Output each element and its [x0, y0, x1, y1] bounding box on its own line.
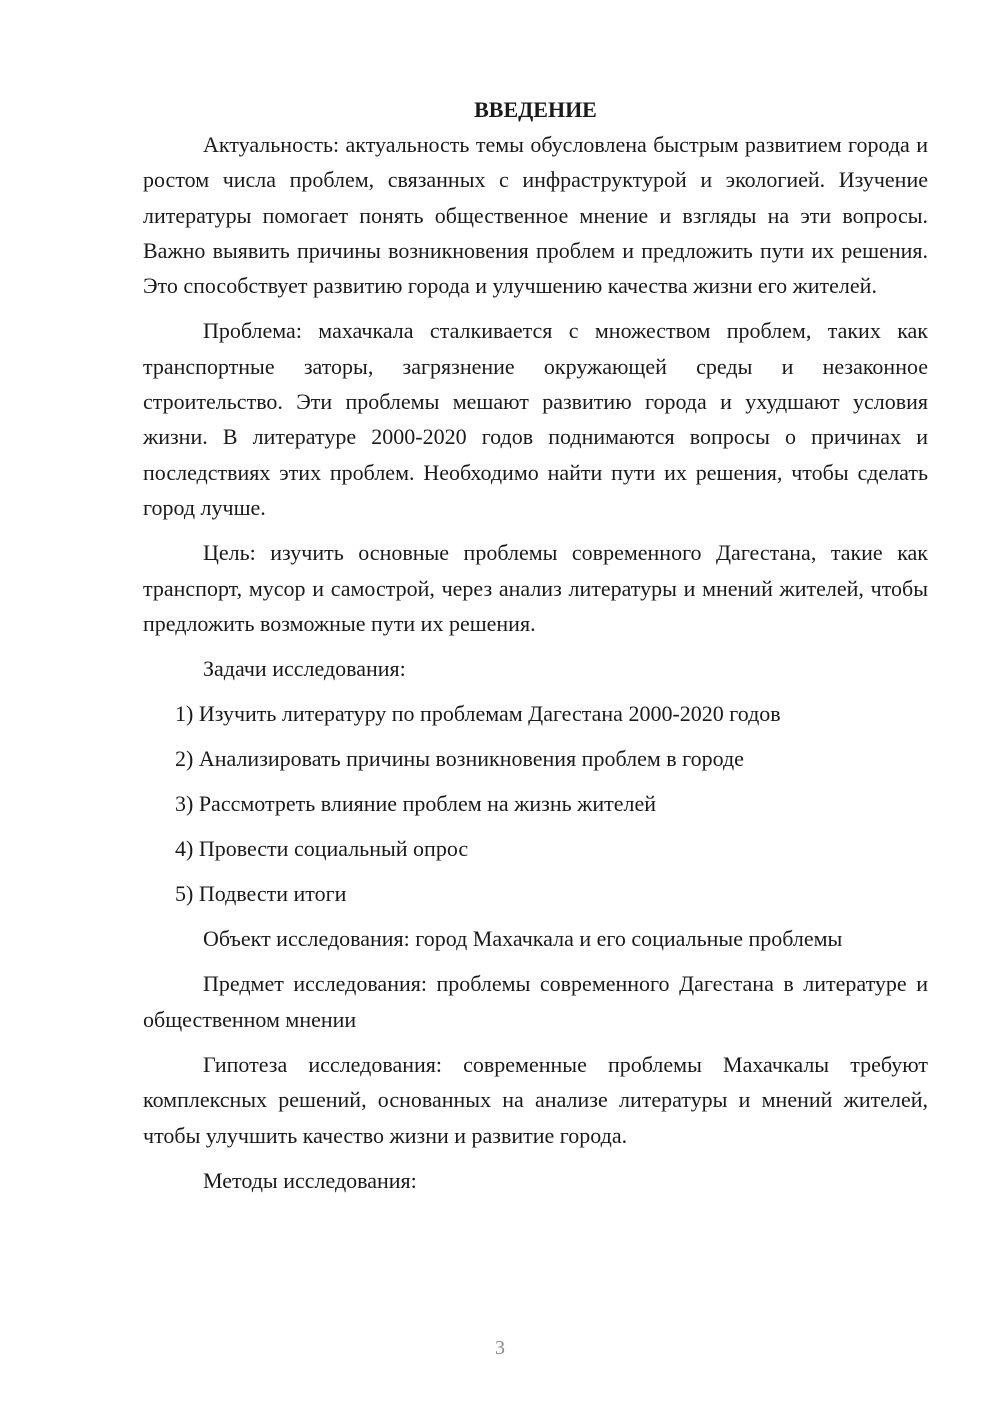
- paragraph-relevance: Актуальность: актуальность темы обусловлена быстрым развитием города и ростом числа проблем, связанных с инфраструктурой и экологией. Изучение литературы помогает понять общественное мнение и взгляды на эти вопросы. Важно выявить причины возникновения проблем и предложить пути их решения. Это способствует развитию города и улучшению качества жизни его жителей.: [143, 132, 928, 299]
- paragraph-object: Объект исследования: город Махачкала и его социальные проблемы: [203, 926, 843, 952]
- task-item: 4) Провести социальный опрос: [175, 836, 469, 862]
- document-title: ВВЕДЕНИЕ: [474, 97, 597, 122]
- tasks-heading: Задачи исследования:: [203, 656, 406, 682]
- tasks-list: [175, 696, 928, 911]
- paragraph-goal: Цель: изучить основные проблемы современного Дагестана, такие как транспорт, мусор и самострой, через анализ литературы и мнений жителей, чтобы предложить возможные пути их решения.: [143, 540, 928, 636]
- task-item: 2) Анализировать причины возникновения проблем в городе: [175, 746, 744, 772]
- task-item: 3) Рассмотреть влияние проблем на жизнь жителей: [175, 791, 657, 817]
- page-number: 3: [495, 1337, 505, 1359]
- task-item: 5) Подвести итоги: [175, 881, 347, 907]
- paragraph-subject: Предмет исследования: проблемы современного Дагестана в литературе и общественном мнении: [143, 971, 928, 1032]
- paragraph-hypothesis: Гипотеза исследования: современные проблемы Махачкалы требуют комплексных решений, основанных на анализе литературы и мнений жителей, чтобы улучшить качество жизни и развитие города.: [143, 1052, 928, 1148]
- document-page: [143, 92, 928, 1208]
- methods-heading: Методы исследования:: [203, 1167, 417, 1193]
- task-item: 1) Изучить литературу по проблемам Дагестана 2000-2020 годов: [175, 701, 781, 727]
- paragraph-problem: Проблема: махачкала сталкивается с множеством проблем, таких как транспортные заторы, загрязнение окружающей среды и незаконное строительство. Эти проблемы мешают развитию города и ухудшают условия жизни. В литературе 2000-2020 годов поднимаются вопросы о причинах и последствиях этих проблем. Необходимо найти пути их решения, чтобы сделать город лучше.: [143, 318, 928, 520]
